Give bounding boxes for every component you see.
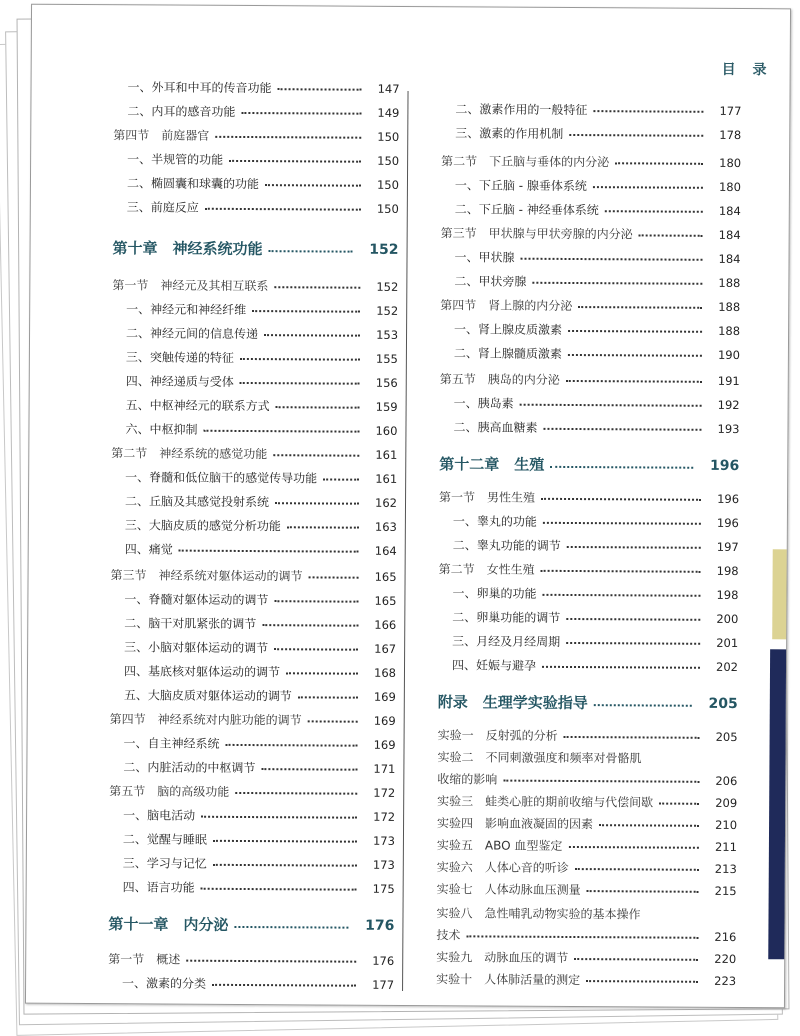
toc-entry-label: 一、下丘脑 - 腺垂体系统 <box>454 178 587 194</box>
toc-dot-leader <box>466 935 698 938</box>
toc-section-entry <box>436 947 736 969</box>
toc-section-entry <box>111 443 401 465</box>
toc-entry-label: 二、脑干对肌紧张的调节 <box>124 616 257 632</box>
toc-page-number: 180 <box>719 155 742 171</box>
toc-dot-leader <box>226 744 358 747</box>
toc-entry-label: 第五节 胰岛的内分泌 <box>439 372 560 387</box>
toc-dot-leader <box>659 803 699 805</box>
toc-page-number: 184 <box>718 227 741 243</box>
toc-entry-label: 二、肾上腺髓质激素 <box>453 346 562 361</box>
toc-dot-leader <box>586 980 698 983</box>
toc-dot-leader <box>286 672 358 674</box>
toc-page-number: 210 <box>715 817 738 833</box>
toc-section-entry <box>437 857 737 879</box>
toc-subsection-entry <box>111 515 401 537</box>
toc-dot-leader <box>575 868 699 871</box>
toc-section-entry <box>436 925 736 947</box>
toc-entry-label: 一、脊髓和低位脑干的感觉传导功能 <box>125 470 318 486</box>
toc-entry-label: 一、胰岛素 <box>453 396 514 411</box>
toc-chapter-entry <box>108 911 398 939</box>
toc-section-entry <box>108 949 398 971</box>
toc-page-number: 196 <box>709 457 740 475</box>
toc-dot-leader <box>273 454 359 457</box>
toc-page-number: 165 <box>374 593 397 608</box>
page-edge-accent <box>772 549 787 639</box>
toc-dot-leader <box>240 382 360 385</box>
toc-subsection-entry <box>439 535 739 557</box>
toc-subsection-entry <box>109 805 399 827</box>
toc-entry-label: 实验五 ABO 血型鉴定 <box>436 838 563 853</box>
toc-dot-leader <box>543 594 701 597</box>
toc-dot-leader <box>204 430 360 433</box>
toc-entry-label: 第十二章 生殖 <box>439 455 545 474</box>
toc-entry-label: 二、甲状旁腺 <box>454 274 527 289</box>
toc-dot-leader <box>569 846 699 849</box>
toc-entry-label: 第一节 神经元及其相互联系 <box>112 278 269 294</box>
toc-subsection-entry <box>109 829 399 851</box>
toc-entry-label: 二、卵巢功能的调节 <box>452 610 561 625</box>
toc-entry-label: 二、下丘脑 - 神经垂体系统 <box>454 202 599 218</box>
toc-page-number: 153 <box>376 327 399 342</box>
toc-dot-leader <box>323 478 359 480</box>
toc-dot-leader <box>262 624 358 627</box>
toc-page-number: 196 <box>717 491 740 507</box>
toc-page-number: 198 <box>716 587 739 603</box>
toc-subsection-entry <box>113 77 403 99</box>
toc-dot-leader <box>567 546 701 549</box>
toc-dot-leader <box>594 110 704 113</box>
toc-subsection-entry <box>441 199 741 221</box>
toc-page-number: 213 <box>714 861 737 877</box>
toc-subsection-entry <box>110 637 400 659</box>
toc-dot-leader <box>521 258 703 261</box>
toc-entry-label: 三、月经及月经周期 <box>452 634 561 649</box>
toc-page-number: 177 <box>719 103 742 119</box>
toc-page-number: 171 <box>373 761 396 776</box>
toc-entry-label: 一、脊髓对躯体运动的调节 <box>124 592 269 608</box>
toc-page-number: 173 <box>372 857 395 872</box>
toc-subsection-entry <box>439 511 739 533</box>
toc-dot-leader <box>235 792 357 795</box>
toc-dot-leader <box>615 162 703 165</box>
toc-page-number: 177 <box>372 977 395 992</box>
toc-section-entry <box>437 747 737 769</box>
toc-entry-label: 二、觉醒与睡眠 <box>122 832 208 847</box>
toc-page-number: 163 <box>374 519 397 534</box>
toc-subsection-entry <box>111 467 401 489</box>
toc-section-entry <box>111 565 401 587</box>
toc-entry-label: 技术 <box>436 928 461 943</box>
toc-dot-leader <box>593 186 703 189</box>
toc-entry-label: 实验二 不同刺激强度和频率对骨骼肌 <box>437 750 642 766</box>
toc-page-number: 202 <box>716 659 739 675</box>
toc-entry-label: 第三节 甲状腺与甲状旁腺的内分泌 <box>440 226 633 242</box>
toc-entry-label: 第十章 神经系统功能 <box>112 239 263 259</box>
toc-page-number: 188 <box>718 323 741 339</box>
toc-page-number: 162 <box>375 495 398 510</box>
toc-chapter-entry <box>438 689 738 717</box>
toc-entry-label: 第一节 概述 <box>108 952 181 967</box>
toc-dot-leader <box>264 334 360 337</box>
toc-dot-leader <box>205 208 361 211</box>
toc-subsection-entry <box>109 877 399 899</box>
toc-entry-label: 一、甲状腺 <box>454 250 515 265</box>
toc-page-number: 169 <box>373 737 396 752</box>
toc-page-number: 205 <box>708 695 738 713</box>
toc-dot-leader <box>568 354 702 357</box>
toc-entry-label: 实验九 动脉血压的调节 <box>436 950 569 965</box>
toc-dot-leader <box>240 358 360 361</box>
toc-entry-label: 四、基底核对躯体运动的调节 <box>123 664 281 680</box>
toc-entry-label: 三、前庭反应 <box>126 200 199 215</box>
toc-entry-label: 实验一 反射弧的分析 <box>437 728 558 743</box>
toc-dot-leader <box>594 704 692 707</box>
toc-page-number: 198 <box>716 563 739 579</box>
toc-entry-label: 一、激素的分类 <box>122 976 207 991</box>
toc-entry-label: 三、激素的作用机制 <box>455 126 564 141</box>
toc-page-number: 161 <box>375 471 398 486</box>
page-edge-band <box>768 649 786 959</box>
toc-entry-label: 第五节 脑的高级功能 <box>109 784 230 799</box>
toc-page-number: 176 <box>365 917 395 934</box>
toc-dot-leader <box>201 816 357 819</box>
toc-chapter-entry <box>112 235 402 263</box>
toc-dot-leader <box>532 282 702 285</box>
toc-page-number: 152 <box>376 303 399 318</box>
toc-page <box>25 4 791 1009</box>
toc-dot-leader <box>520 404 702 407</box>
toc-dot-leader <box>287 526 359 528</box>
toc-page-number: 165 <box>374 569 397 584</box>
toc-page-number: 172 <box>373 809 396 824</box>
toc-section-entry <box>439 487 739 509</box>
toc-section-entry <box>437 769 737 791</box>
toc-entry-label: 二、激素作用的一般特征 <box>455 102 588 118</box>
toc-page-number: 172 <box>373 785 396 800</box>
toc-page-number: 188 <box>718 299 741 315</box>
toc-dot-leader <box>213 840 357 843</box>
toc-page-number: 206 <box>715 773 738 789</box>
toc-section-entry <box>439 559 739 581</box>
toc-dot-leader <box>541 570 701 573</box>
toc-dot-leader <box>235 926 349 929</box>
toc-section-entry <box>110 709 400 731</box>
toc-page-number: 215 <box>714 883 737 899</box>
toc-dot-leader <box>639 234 703 236</box>
toc-page-number: 160 <box>375 423 398 438</box>
toc-dot-leader <box>262 768 358 771</box>
toc-page-number: 184 <box>718 203 741 219</box>
toc-page-number: 169 <box>373 713 396 728</box>
toc-page-number: 164 <box>374 543 397 558</box>
toc-page-number: 152 <box>369 241 399 258</box>
toc-dot-leader <box>541 498 701 501</box>
toc-section-entry <box>436 903 736 925</box>
toc-dot-leader <box>179 550 359 553</box>
toc-subsection-entry <box>438 631 738 653</box>
toc-subsection-entry <box>441 99 741 121</box>
toc-page-number: 155 <box>375 351 398 366</box>
toc-entry-label: 第二节 神经系统的感觉功能 <box>111 446 268 462</box>
toc-dot-leader <box>269 250 353 253</box>
toc-dot-leader <box>574 958 698 961</box>
toc-subsection-entry <box>111 539 401 561</box>
toc-chapter-entry <box>439 451 739 479</box>
toc-page-number: 209 <box>715 795 738 811</box>
toc-dot-leader <box>605 210 703 213</box>
toc-page-number: 168 <box>373 665 397 680</box>
toc-subsection-entry <box>440 271 740 293</box>
toc-page-number: 161 <box>375 447 398 462</box>
toc-dot-leader <box>242 112 362 115</box>
toc-subsection-entry <box>111 491 401 513</box>
toc-page-number: 220 <box>714 951 737 967</box>
toc-subsection-entry <box>110 613 400 635</box>
toc-entry-label: 二、内脏活动的中枢调节 <box>123 760 256 776</box>
toc-entry-label: 三、突触传递的特征 <box>125 350 234 365</box>
toc-entry-label: 四、痛觉 <box>124 542 173 557</box>
toc-entry-label: 二、椭圆囊和球囊的功能 <box>126 176 260 192</box>
toc-entry-label: 三、大脑皮质的感觉分析功能 <box>124 518 281 534</box>
toc-page-number: 159 <box>375 399 398 414</box>
toc-page-number: 150 <box>377 129 400 144</box>
toc-subsection-entry <box>112 323 402 345</box>
toc-subsection-entry <box>113 101 403 123</box>
toc-dot-leader <box>542 666 700 669</box>
toc-subsection-entry <box>109 733 399 755</box>
toc-subsection-entry <box>112 395 402 417</box>
toc-page-number: 216 <box>714 929 737 945</box>
toc-dot-leader <box>276 406 360 409</box>
toc-dot-leader <box>308 720 358 722</box>
toc-section-entry <box>440 295 740 317</box>
toc-entry-label: 二、丘脑及其感觉投射系统 <box>124 494 270 510</box>
toc-subsection-entry <box>111 419 401 441</box>
toc-entry-label: 实验十 人体肺活量的测定 <box>436 972 581 988</box>
toc-subsection-entry <box>438 607 738 629</box>
toc-subsection-entry <box>113 173 403 195</box>
toc-entry-label: 实验六 人体心音的听诊 <box>436 860 569 875</box>
toc-dot-leader <box>212 984 356 987</box>
toc-page-number: 200 <box>716 611 739 627</box>
toc-page-number: 176 <box>372 953 395 968</box>
toc-left-column <box>108 5 404 992</box>
toc-entry-label: 第三节 神经系统对躯体运动的调节 <box>110 568 303 584</box>
toc-subsection-entry <box>110 661 400 683</box>
toc-page-number: 192 <box>717 397 740 413</box>
toc-entry-label: 第十一章 内分泌 <box>108 915 229 934</box>
toc-page-number: 152 <box>376 279 399 294</box>
toc-section-entry <box>109 781 399 803</box>
toc-entry-label: 第一节 男性生殖 <box>439 490 536 505</box>
toc-subsection-entry <box>441 175 741 197</box>
toc-dot-leader <box>229 160 361 163</box>
toc-page-number: 211 <box>714 839 737 855</box>
toc-entry-label: 一、肾上腺皮质激素 <box>454 322 563 337</box>
toc-subsection-entry <box>110 589 400 611</box>
toc-entry-label: 一、神经元和神经纤维 <box>126 302 247 318</box>
toc-entry-label: 第二节 女性生殖 <box>438 562 535 577</box>
toc-section-entry <box>438 725 738 747</box>
toc-dot-leader <box>265 184 361 187</box>
toc-dot-leader <box>201 888 357 891</box>
toc-right-column <box>436 7 742 989</box>
toc-entry-label: 第四节 前庭器官 <box>113 128 210 143</box>
toc-page-number: 150 <box>376 201 399 216</box>
toc-section-entry <box>437 835 737 857</box>
toc-page-number: 167 <box>374 641 397 656</box>
toc-entry-label: 实验三 蛙类心脏的期前收缩与代偿间歇 <box>437 794 654 810</box>
toc-dot-leader <box>275 600 359 603</box>
toc-dot-leader <box>309 576 359 578</box>
toc-page-number: 149 <box>377 105 400 120</box>
toc-entry-label: 第四节 肾上腺的内分泌 <box>440 298 573 313</box>
toc-dot-leader <box>569 134 703 137</box>
toc-subsection-entry <box>438 583 738 605</box>
toc-entry-label: 二、睾丸功能的调节 <box>452 538 561 553</box>
toc-page-number: 150 <box>376 177 400 192</box>
toc-section-entry <box>441 151 741 173</box>
toc-page-number: 197 <box>716 539 739 555</box>
toc-subsection-entry <box>440 343 740 365</box>
toc-dot-leader <box>566 618 700 621</box>
toc-dot-leader <box>566 642 700 645</box>
toc-entry-label: 第二节 下丘脑与垂体的内分泌 <box>441 154 610 170</box>
toc-page-number: 156 <box>375 375 398 390</box>
toc-entry-label: 二、内耳的感音功能 <box>127 104 236 119</box>
toc-dot-leader <box>568 330 702 333</box>
toc-entry-label: 实验四 影响血液凝固的因素 <box>437 816 594 832</box>
toc-entry-label: 六、中枢抑制 <box>125 422 198 437</box>
toc-entry-label: 一、睾丸的功能 <box>452 514 537 529</box>
toc-dot-leader <box>564 736 700 739</box>
toc-dot-leader <box>587 890 699 893</box>
toc-page-number: 201 <box>716 635 739 651</box>
toc-entry-label: 四、语言功能 <box>122 880 195 895</box>
toc-entry-label: 三、小脑对躯体运动的调节 <box>124 640 269 656</box>
toc-dot-leader <box>544 428 702 431</box>
toc-subsection-entry <box>438 655 738 677</box>
toc-page-number: 193 <box>717 421 740 437</box>
toc-dot-leader <box>274 286 360 289</box>
toc-page-number: 188 <box>718 275 741 291</box>
toc-subsection-entry <box>109 757 399 779</box>
toc-page-number: 191 <box>717 373 740 389</box>
toc-entry-label: 二、神经元间的信息传递 <box>126 326 259 342</box>
toc-entry-label: 一、半规管的功能 <box>127 152 224 167</box>
toc-subsection-entry <box>440 319 740 341</box>
toc-dot-leader <box>503 780 699 783</box>
toc-dot-leader <box>599 824 699 827</box>
toc-subsection-entry <box>441 123 741 145</box>
toc-dot-leader <box>275 502 359 505</box>
toc-entry-label: 附录 生理学实验指导 <box>437 693 588 713</box>
toc-page-number: 180 <box>718 179 741 195</box>
toc-dot-leader <box>215 136 361 139</box>
column-divider <box>402 91 408 991</box>
toc-dot-leader <box>278 88 362 91</box>
toc-page-number: 178 <box>719 127 742 143</box>
toc-page-number: 169 <box>373 689 396 704</box>
toc-page-number: 173 <box>372 833 395 848</box>
toc-entry-label: 三、学习与记忆 <box>122 856 207 871</box>
page-title: 目 录 <box>721 61 773 79</box>
toc-page-number: 190 <box>717 347 740 363</box>
toc-page-number: 205 <box>715 729 738 745</box>
toc-subsection-entry <box>110 685 400 707</box>
toc-subsection-entry <box>112 371 402 393</box>
toc-entry-label: 五、中枢神经元的联系方式 <box>125 398 270 414</box>
toc-entry-label: 实验八 急性哺乳动物实验的基本操作 <box>436 906 641 922</box>
toc-entry-label: 一、脑电活动 <box>123 808 196 823</box>
toc-page-number: 196 <box>716 515 739 531</box>
toc-subsection-entry <box>113 149 403 171</box>
toc-page-number: 166 <box>374 617 397 632</box>
toc-page-number: 184 <box>718 251 741 267</box>
toc-dot-leader <box>543 522 701 525</box>
toc-page-number: 223 <box>714 973 737 989</box>
toc-entry-label: 第四节 神经系统对内脏功能的调节 <box>109 712 302 728</box>
toc-dot-leader <box>578 306 702 309</box>
toc-entry-label: 四、神经递质与受体 <box>125 374 234 389</box>
toc-entry-label: 二、胰高血糖素 <box>453 420 538 435</box>
toc-dot-leader <box>298 696 358 698</box>
toc-page-number: 175 <box>372 881 395 896</box>
toc-dot-leader <box>252 310 360 313</box>
toc-section-entry <box>437 813 737 835</box>
toc-page-number: 147 <box>377 81 400 96</box>
toc-section-entry <box>437 879 737 901</box>
toc-section-entry <box>112 275 402 297</box>
toc-section-entry <box>437 791 737 813</box>
toc-entry-label: 一、自主神经系统 <box>123 736 220 751</box>
toc-entry-label: 一、卵巢的功能 <box>452 586 537 601</box>
toc-subsection-entry <box>112 299 402 321</box>
toc-subsection-entry <box>439 417 739 439</box>
toc-subsection-entry <box>440 393 740 415</box>
toc-dot-leader <box>550 466 693 469</box>
toc-entry-label: 收缩的影响 <box>437 772 498 787</box>
toc-entry-label: 五、大脑皮质对躯体运动的调节 <box>123 688 292 704</box>
toc-subsection-entry <box>440 247 740 269</box>
toc-subsection-entry <box>109 853 399 875</box>
toc-entry-label: 实验七 人体动脉血压测量 <box>436 882 581 898</box>
toc-subsection-entry <box>112 347 402 369</box>
toc-subsection-entry <box>108 973 398 995</box>
toc-subsection-entry <box>113 197 403 219</box>
toc-entry-label: 四、妊娠与避孕 <box>451 658 537 673</box>
toc-entry-label: 一、外耳和中耳的传音功能 <box>127 80 272 96</box>
toc-section-entry <box>113 125 403 147</box>
toc-dot-leader <box>566 380 702 383</box>
toc-dot-leader <box>186 960 356 963</box>
toc-dot-leader <box>213 864 357 867</box>
toc-dot-leader <box>274 648 358 651</box>
toc-page-number: 150 <box>377 153 400 168</box>
toc-section-entry <box>436 969 736 991</box>
toc-section-entry <box>441 223 741 245</box>
toc-section-entry <box>440 369 740 391</box>
